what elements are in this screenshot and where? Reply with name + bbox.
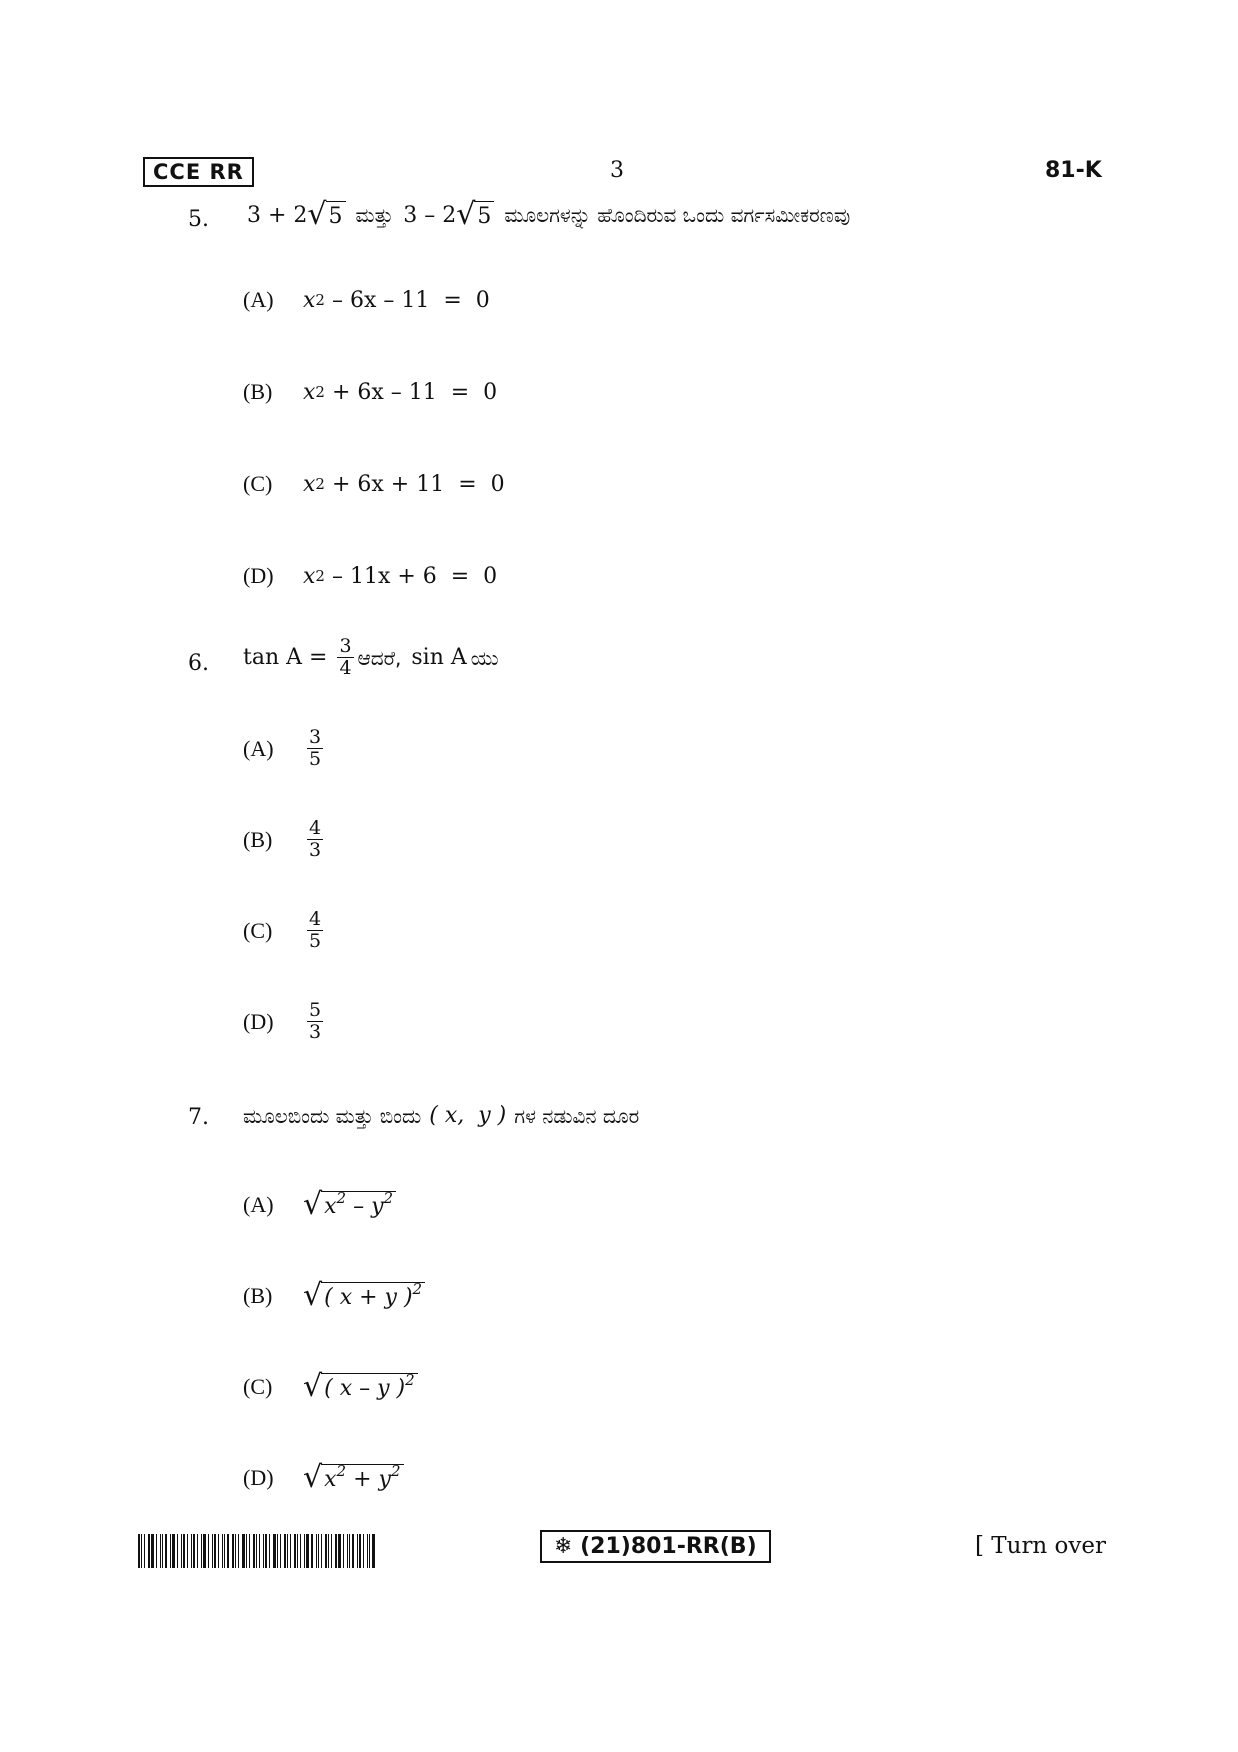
barcode-bar: [197, 1534, 198, 1568]
barcode-bar: [273, 1534, 276, 1568]
q6-fraction-den: 4: [339, 657, 352, 679]
barcode-bar: [359, 1534, 361, 1568]
q6-fraction-num: 3: [339, 635, 352, 657]
barcode-bar: [156, 1534, 157, 1568]
q7-option-a-p1: x: [324, 1194, 337, 1219]
barcode-bar: [335, 1534, 337, 1568]
barcode-bar: [263, 1534, 264, 1568]
barcode-bar: [343, 1534, 344, 1568]
q7-option-d: [243, 1460, 404, 1495]
barcode-bar: [227, 1534, 229, 1568]
barcode-bar: [144, 1534, 145, 1568]
q5-option-a-rest: – 6x – 11 = 0: [324, 287, 490, 313]
q6-fraction: [337, 636, 353, 679]
q7-option-d-e1: 2: [336, 1462, 347, 1480]
q5-option-b-label: (B): [243, 379, 273, 404]
q5-root2-prefix: 3 – 2: [403, 202, 457, 228]
q7-option-b-label: (B): [243, 1283, 273, 1308]
barcode-bar: [232, 1534, 234, 1568]
barcode-bar: [214, 1534, 216, 1568]
barcode-bar: [138, 1534, 140, 1568]
q6-rhs: sin A: [411, 645, 467, 670]
q6-option-c-den: 5: [309, 930, 322, 952]
q5-option-a-label: (A): [243, 287, 274, 312]
q5-option-c-rest: + 6x + 11 = 0: [324, 471, 505, 497]
q6-condition-text: ಆದರೆ,: [357, 645, 402, 670]
barcode-bar: [235, 1534, 236, 1568]
barcode-bar: [328, 1534, 329, 1568]
barcode-bar: [181, 1534, 182, 1568]
barcode-bar: [321, 1534, 322, 1568]
q7-option-d-p2: + y: [346, 1467, 391, 1492]
q5-option-d-base: x: [303, 563, 316, 589]
barcode-bar: [172, 1534, 175, 1568]
barcode-bar: [162, 1534, 163, 1568]
q6-option-c-label: (C): [243, 917, 273, 943]
question-5-text: [247, 197, 851, 232]
barcode-bar: [218, 1534, 219, 1568]
question-7-text: [243, 1103, 639, 1128]
barcode-bar: [249, 1534, 250, 1568]
q5-option-b: (B) x 2 + 6x – 11 = 0: [243, 379, 498, 405]
q7-option-a: [243, 1187, 396, 1222]
barcode-bar: [148, 1534, 150, 1568]
barcode-bar: [352, 1534, 354, 1568]
q6-option-d-label: (D): [243, 1008, 274, 1034]
paper-code: 81-K: [1045, 158, 1102, 183]
barcode-bar: [287, 1534, 288, 1568]
barcode-bar: [284, 1534, 286, 1568]
q5-root2-radical: √ 5: [456, 200, 494, 230]
barcode-bar: [367, 1534, 368, 1568]
barcode-bar: [246, 1534, 247, 1568]
footer-paper-code: ❄ (21)801-RR(B): [540, 1530, 771, 1563]
barcode-bar: [193, 1534, 195, 1568]
question-5-number: 5.: [188, 207, 209, 232]
barcode-bar: [259, 1534, 260, 1568]
q5-root1-radical: √ 5: [307, 200, 345, 230]
barcode-bar: [238, 1534, 239, 1568]
q7-option-b: [243, 1278, 425, 1313]
q7-option-c: [243, 1369, 418, 1404]
q7-option-a-label: (A): [243, 1192, 274, 1217]
barcode-bar: [331, 1534, 332, 1568]
q7-option-a-p2: – y: [346, 1194, 384, 1219]
q5-option-d: (D) x 2 – 11x + 6 = 0: [243, 563, 498, 589]
barcode-bar: [280, 1534, 281, 1568]
q6-option-a-den: 5: [309, 748, 322, 770]
barcode-bar: [212, 1534, 213, 1568]
barcode-bar: [177, 1534, 178, 1568]
q7-option-b-radical: √ ( x + y )$^2$: [303, 1281, 425, 1311]
q5-option-d-label: (D): [243, 563, 274, 588]
q5-root1-prefix: 3 + 2: [247, 202, 308, 228]
barcode-bar: [165, 1534, 167, 1568]
barcode-bar: [318, 1534, 319, 1568]
q7-point: ( x, y ): [429, 1103, 507, 1128]
q6-option-c-num: 4: [309, 908, 322, 930]
barcode-bar: [297, 1534, 298, 1568]
barcode-bar: [222, 1534, 223, 1568]
barcode-bar: [242, 1534, 245, 1568]
barcode-bar: [203, 1534, 206, 1568]
q7-option-c-radical: √ ( x – y )$^2$: [303, 1372, 418, 1402]
barcode-bar: [338, 1534, 341, 1568]
q5-question-text: ಮೂಲಗಳನ್ನು ಹೊಂದಿರುವ ಒಂದು ವರ್ಗಸಮೀಕರಣವು: [504, 203, 851, 227]
q6-option-a: [243, 727, 327, 770]
barcode-bar: [316, 1534, 317, 1568]
q5-option-b-rest: + 6x – 11 = 0: [324, 379, 498, 405]
question-7-number: 7.: [188, 1105, 209, 1130]
barcode-bar: [256, 1534, 257, 1568]
q6-option-d-fraction: [307, 1000, 323, 1043]
q7-option-d-radical: √ $x^2 + y^2$: [303, 1463, 404, 1493]
q6-option-b-label: (B): [243, 826, 273, 852]
header-code-box: CCE RR: [143, 157, 254, 187]
q7-option-a-e2: 2: [383, 1189, 394, 1207]
q5-option-d-rest: – 11x + 6 = 0: [324, 563, 498, 589]
barcode-bar: [300, 1534, 301, 1568]
q7-option-d-p1: x: [324, 1467, 337, 1492]
q7-text-part2: ಗಳ ನಡುವಿನ ದೂರ: [514, 1103, 640, 1128]
turn-over-text: [ Turn over: [975, 1533, 1107, 1559]
barcode-bar: [294, 1534, 296, 1568]
barcode-bar: [208, 1534, 209, 1568]
barcode-bar: [224, 1534, 225, 1568]
q7-option-d-e2: 2: [390, 1462, 401, 1480]
q6-option-c-fraction: [307, 909, 323, 952]
barcode-bar: [290, 1534, 291, 1568]
question-6-text: [243, 636, 499, 679]
q6-lhs: tan A =: [243, 645, 328, 670]
barcode-bar: [265, 1534, 267, 1568]
barcode-bar: [363, 1534, 364, 1568]
q7-text-part1: ಮೂಲಬಿಂದು ಮತ್ತು ಬಿಂದು: [243, 1103, 422, 1128]
barcode-bar: [160, 1534, 161, 1568]
q5-option-b-base: x: [303, 379, 316, 405]
q6-option-d: [243, 1000, 327, 1043]
barcode-bar: [277, 1534, 278, 1568]
barcode-bar: [304, 1534, 305, 1568]
q6-suffix-text: ಯು: [470, 645, 499, 670]
q7-option-c-p1: ( x – y ): [324, 1376, 406, 1401]
barcode-bar: [183, 1534, 185, 1568]
q5-root1-radicand: 5: [326, 201, 346, 230]
q5-option-c-label: (C): [243, 471, 273, 496]
barcode-bar: [170, 1534, 171, 1568]
barcode-bar: [253, 1534, 255, 1568]
barcode-bar: [191, 1534, 192, 1568]
q6-option-a-label: (A): [243, 735, 274, 761]
q7-option-b-e1: 2: [412, 1280, 423, 1298]
barcode-bar: [357, 1534, 358, 1568]
barcode-bar: [369, 1534, 370, 1568]
q7-option-c-e1: 2: [405, 1371, 415, 1389]
barcode-bar: [201, 1534, 202, 1568]
q5-conjunction: ಮತ್ತು: [355, 203, 394, 227]
barcode-bar: [311, 1534, 313, 1568]
q6-option-a-num: 3: [309, 726, 322, 748]
q6-option-d-num: 5: [309, 999, 322, 1021]
q7-option-b-p1: ( x + y ): [324, 1285, 413, 1310]
barcode-bar: [306, 1534, 309, 1568]
barcode-bar: [372, 1534, 375, 1568]
q6-option-c: [243, 909, 327, 952]
barcode-bar: [151, 1534, 154, 1568]
q6-option-b: [243, 818, 327, 861]
barcode-bar: [349, 1534, 350, 1568]
page-number: 3: [610, 158, 624, 183]
q6-option-b-num: 4: [309, 817, 322, 839]
question-6-number: 6.: [188, 651, 209, 676]
q7-option-a-e1: 2: [336, 1189, 347, 1207]
q7-option-a-radical: √ $x^2 - y^2$: [303, 1190, 396, 1220]
q5-root2-radicand: 5: [474, 201, 494, 230]
q5-option-a-base: x: [303, 287, 316, 313]
barcode-icon: [138, 1534, 380, 1568]
q7-option-c-label: (C): [243, 1374, 273, 1399]
q6-option-b-fraction: [307, 818, 323, 861]
q6-option-a-fraction: [307, 727, 323, 770]
q5-option-c-base: x: [303, 471, 316, 497]
barcode-bar: [269, 1534, 270, 1568]
q6-option-d-den: 3: [309, 1021, 322, 1043]
barcode-bar: [141, 1534, 142, 1568]
barcode-bar: [325, 1534, 327, 1568]
q7-option-d-label: (D): [243, 1465, 274, 1490]
q5-option-a: (A) x 2 – 6x – 11 = 0: [243, 287, 490, 313]
q5-option-c: (C) x 2 + 6x + 11 = 0: [243, 471, 505, 497]
q6-option-b-den: 3: [309, 839, 322, 861]
barcode-bar: [347, 1534, 348, 1568]
barcode-bar: [187, 1534, 188, 1568]
